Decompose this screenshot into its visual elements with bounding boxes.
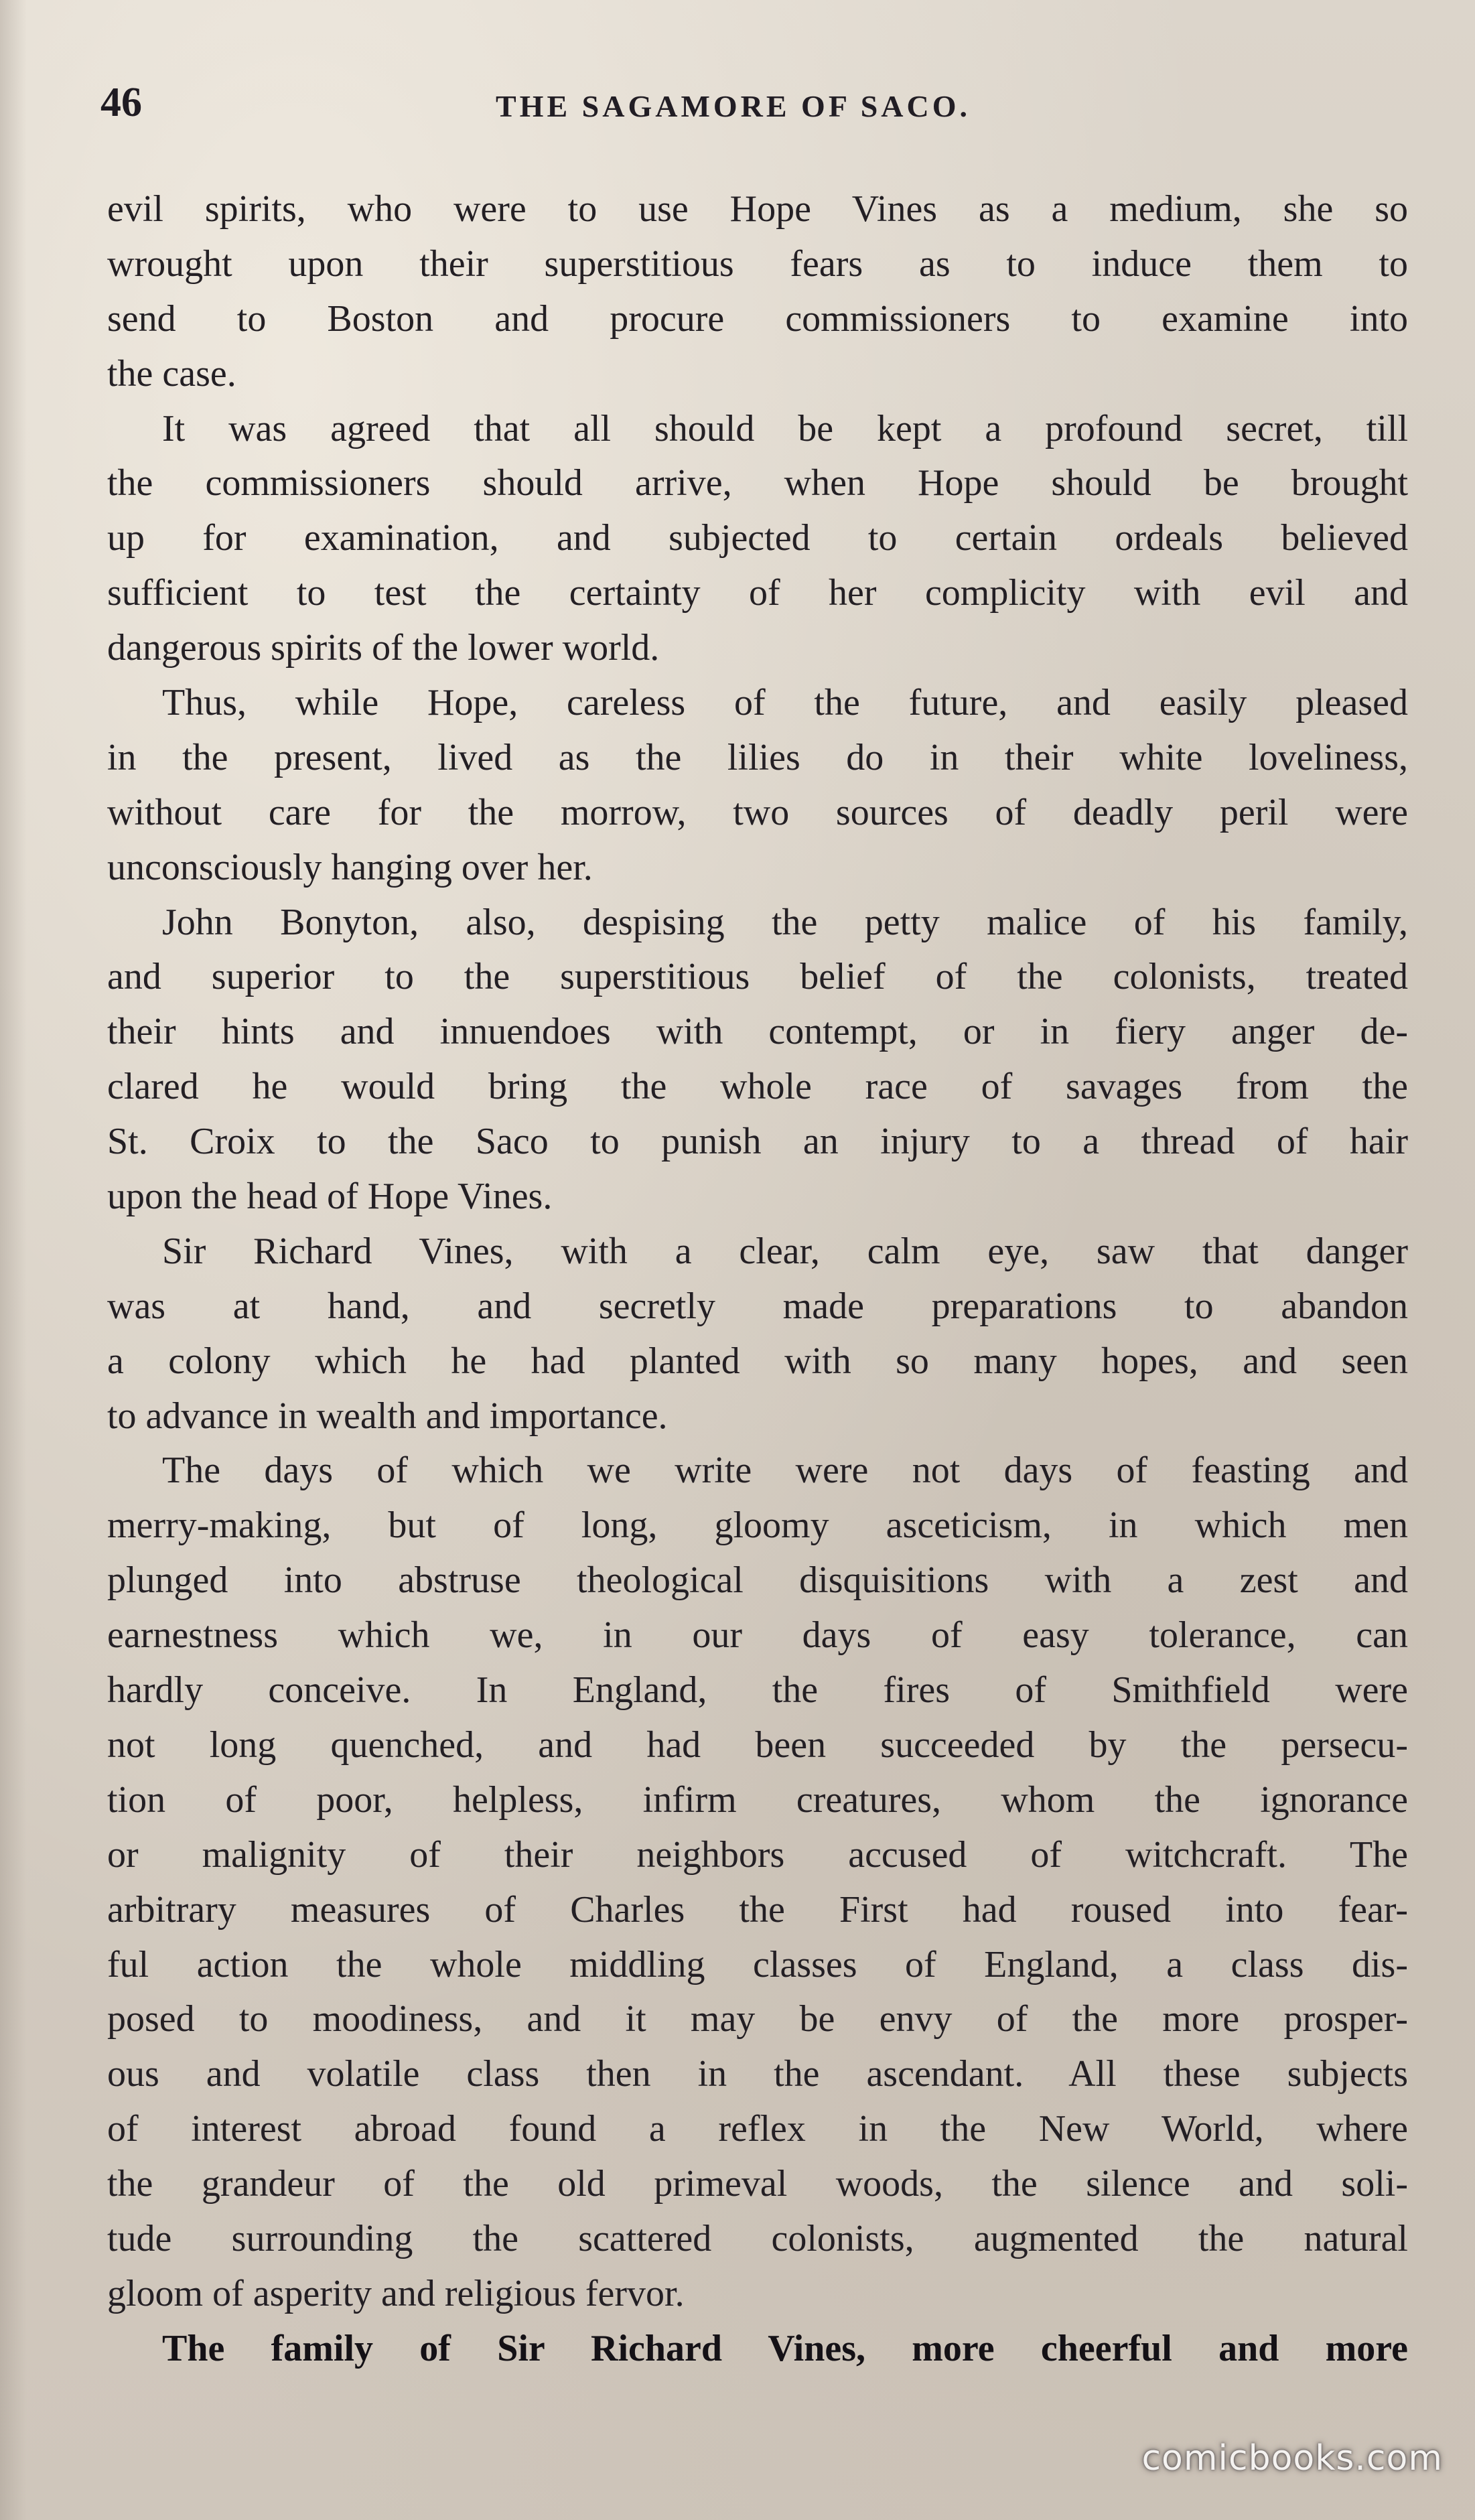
text-line: The family of Sir Richard Vines, more cheerful and more bbox=[162, 2327, 1408, 2369]
text-line: in the present, lived as the lilies do in their white loveliness, bbox=[107, 736, 1408, 778]
text-line: to advance in wealth and importance. bbox=[107, 1395, 668, 1437]
text-line: clared he would bring the whole race of savages from the bbox=[107, 1066, 1408, 1108]
text-line: merry-making, but of long, gloomy asceticism, in which men bbox=[107, 1504, 1408, 1547]
text-line: St. Croix to the Saco to punish an injury to a thread of hair bbox=[107, 1121, 1408, 1163]
page-header bbox=[100, 79, 1407, 133]
text-line: arbitrary measures of Charles the First had roused into fear- bbox=[107, 1888, 1408, 1931]
watermark: comicbooks.com bbox=[1141, 2438, 1443, 2478]
text-line: the commissioners should arrive, when Hope should be brought bbox=[107, 462, 1408, 504]
text-line: tion of poor, helpless, infirm creatures, whom the ignorance bbox=[107, 1778, 1408, 1821]
text-line: John Bonyton, also, despising the petty malice of his family, bbox=[162, 901, 1408, 943]
text-line: sufficient to test the certainty of her complicity with evil and bbox=[107, 572, 1408, 614]
text-line: The days of which we write were not days of feasting and bbox=[162, 1450, 1408, 1492]
text-line: Sir Richard Vines, with a clear, calm eye, saw that danger bbox=[162, 1230, 1408, 1272]
text-line: posed to moodiness, and it may be envy of the more prosper- bbox=[107, 1998, 1408, 2040]
text-line: Thus, while Hope, careless of the future, and easily pleased bbox=[162, 682, 1408, 724]
text-line: or malignity of their neighbors accused of witchcraft. The bbox=[107, 1833, 1408, 1876]
text-line: not long quenched, and had been succeeded by the persecu- bbox=[107, 1724, 1408, 1766]
text-line: send to Boston and procure commissioners to examine into bbox=[107, 297, 1408, 340]
text-line: the grandeur of the old primeval woods, the silence and soli- bbox=[107, 2163, 1408, 2205]
text-line: dangerous spirits of the lower world. bbox=[107, 627, 660, 669]
text-line: tude surrounding the scattered colonists, augmented the natural bbox=[107, 2217, 1408, 2259]
text-line: ful action the whole middling classes of England, a class dis- bbox=[107, 1943, 1408, 1985]
text-line: of interest abroad found a reflex in the New World, where bbox=[107, 2108, 1408, 2150]
text-line: unconsciously hanging over her. bbox=[107, 846, 593, 888]
page-number: 46 bbox=[100, 80, 142, 125]
text-line: was at hand, and secretly made preparations to abandon bbox=[107, 1285, 1408, 1327]
text-line: the case. bbox=[107, 352, 236, 395]
running-head: THE SAGAMORE OF SACO. bbox=[496, 89, 971, 123]
text-line: wrought upon their superstitious fears as to induce them to bbox=[107, 242, 1408, 285]
text-line: up for examination, and subjected to certain ordeals believed bbox=[107, 517, 1408, 559]
text-line: earnestness which we, in our days of easy tolerance, can bbox=[107, 1614, 1408, 1657]
text-line: gloom of asperity and religious fervor. bbox=[107, 2272, 685, 2314]
text-line: a colony which he had planted with so many hopes, and seen bbox=[107, 1340, 1408, 1382]
text-line: plunged into abstruse theological disquisitions with a zest and bbox=[107, 1559, 1408, 1602]
text-line: upon the head of Hope Vines. bbox=[107, 1176, 553, 1218]
text-line: ous and volatile class then in the ascendant. All these subjects bbox=[107, 2053, 1408, 2095]
page-gutter-shadow bbox=[0, 0, 27, 2520]
text-line: and superior to the superstitious belief of the colonists, treated bbox=[107, 956, 1408, 998]
text-line: evil spirits, who were to use Hope Vines as a medium, she so bbox=[107, 188, 1408, 230]
body-text bbox=[107, 182, 1408, 2377]
text-line: without care for the morrow, two sources of deadly peril were bbox=[107, 791, 1408, 833]
text-line: their hints and innuendoes with contempt, or in fiery anger de- bbox=[107, 1011, 1408, 1053]
text-line: hardly conceive. In England, the fires of Smithfield were bbox=[107, 1669, 1408, 1711]
text-line: It was agreed that all should be kept a profound secret, till bbox=[162, 407, 1408, 449]
